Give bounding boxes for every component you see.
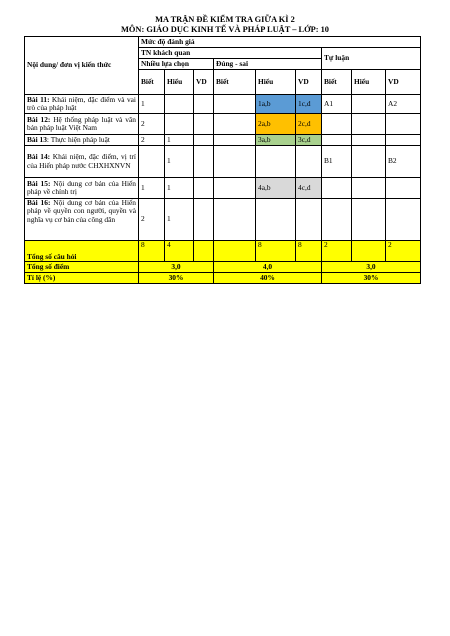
- total-points-label: Tổng số điểm: [25, 262, 139, 273]
- table-cell: 2: [386, 241, 421, 262]
- table-cell: 8: [139, 241, 165, 262]
- ratio-true-false: 40%: [214, 273, 322, 284]
- document-subtitle: MÔN: GIÁO DỤC KINH TẾ VÀ PHÁP LUẬT – LỚP: 10: [121, 25, 329, 34]
- lesson-cell: [25, 135, 139, 146]
- table-cell: [165, 95, 194, 114]
- table-cell: [194, 146, 214, 178]
- table-cell: [214, 199, 256, 241]
- table-cell: [322, 199, 352, 241]
- level-label: Biết: [322, 70, 352, 95]
- lesson-text: Hệ thống pháp luật và văn bản pháp luật Việt Nam: [27, 114, 136, 132]
- table-cell-highlight: 4c,d: [296, 178, 322, 199]
- lesson-title: Bài 12:: [27, 114, 51, 124]
- table-cell: 2: [139, 114, 165, 135]
- level-label: Biết: [214, 70, 256, 95]
- lesson-text: : Thực hiện pháp luật: [46, 134, 110, 144]
- table-row-lesson-11: [25, 95, 421, 114]
- table-row-lesson-12: [25, 114, 421, 135]
- level-label: Biết: [139, 70, 165, 95]
- table-row-lesson-15: [25, 178, 421, 199]
- ratio-essay: 30%: [322, 273, 421, 284]
- total-questions-label: Tổng số câu hỏi: [25, 241, 139, 262]
- points-multiple-choice: 3,0: [139, 262, 214, 273]
- ratio-multiple-choice: 30%: [139, 273, 214, 284]
- level-label: Hiểu: [256, 70, 296, 95]
- table-cell-highlight: 3c,d: [296, 135, 322, 146]
- ratio-label: Tỉ lệ (%): [25, 273, 139, 284]
- assessment-matrix-table: [24, 36, 421, 284]
- table-cell: [352, 178, 386, 199]
- level-label: Hiểu: [352, 70, 386, 95]
- table-cell: [352, 241, 386, 262]
- table-row-lesson-16: [25, 199, 421, 241]
- header-true-false: Đúng - sai: [214, 59, 322, 70]
- table-cell: 4: [165, 241, 194, 262]
- lesson-text: Khái niệm, đặc điểm và vai trò của pháp luật: [27, 94, 136, 112]
- table-cell: [352, 135, 386, 146]
- table-row-lesson-13: [25, 135, 421, 146]
- table-cell: 2: [139, 199, 165, 241]
- header-row-1: [25, 37, 421, 48]
- table-cell-highlight: 2a,b: [256, 114, 296, 135]
- table-cell: [214, 146, 256, 178]
- table-row-total-points: [25, 262, 421, 273]
- table-cell: 1: [165, 178, 194, 199]
- table-cell-highlight: 4a,b: [256, 178, 296, 199]
- table-cell: 8: [256, 241, 296, 262]
- table-cell: [352, 95, 386, 114]
- table-cell: 8: [296, 241, 322, 262]
- table-cell: 1: [139, 178, 165, 199]
- lesson-cell: [25, 178, 139, 199]
- table-row-lesson-14: [25, 146, 421, 178]
- table-cell: [386, 135, 421, 146]
- table-cell: [386, 114, 421, 135]
- header-essay: Tự luận: [322, 48, 421, 70]
- table-cell: [165, 114, 194, 135]
- lesson-title: Bài 15:: [27, 178, 51, 188]
- table-cell: 2: [139, 135, 165, 146]
- lesson-cell: [25, 95, 139, 114]
- lesson-cell: [25, 199, 139, 241]
- table-cell: A2: [386, 95, 421, 114]
- table-cell: [322, 178, 352, 199]
- table-row-total-questions: [25, 241, 421, 262]
- table-cell: [194, 178, 214, 199]
- table-cell-highlight: 3a,b: [256, 135, 296, 146]
- table-cell: 1: [139, 95, 165, 114]
- table-cell: 1: [165, 146, 194, 178]
- table-cell: [322, 135, 352, 146]
- lesson-text: Nội dung cơ bản của Hiến pháp về quyền con người, quyền và nghĩa vụ cơ bản của công dân: [27, 198, 136, 224]
- table-cell: [386, 178, 421, 199]
- lesson-title: Bài 11:: [27, 94, 50, 104]
- header-objective: TN khách quan: [139, 48, 322, 59]
- table-cell: [194, 241, 214, 262]
- level-label: VD: [194, 70, 214, 95]
- table-cell: [214, 135, 256, 146]
- level-label: Hiểu: [165, 70, 194, 95]
- points-true-false: 4,0: [214, 262, 322, 273]
- table-cell: [194, 135, 214, 146]
- table-cell: A1: [322, 95, 352, 114]
- document-title: MA TRẬN ĐỀ KIỂM TRA GIỮA KÌ 2: [155, 15, 295, 24]
- table-cell: [256, 199, 296, 241]
- level-label: VD: [296, 70, 322, 95]
- table-cell: [194, 95, 214, 114]
- lesson-title: Bài 16:: [27, 198, 51, 207]
- lesson-cell: [25, 146, 139, 178]
- table-cell: 2: [322, 241, 352, 262]
- table-cell: [352, 199, 386, 241]
- lesson-title: Bài 14:: [27, 152, 51, 162]
- table-cell: [194, 114, 214, 135]
- table-cell: [214, 114, 256, 135]
- table-cell-highlight: 1c,d: [296, 95, 322, 114]
- lesson-text: Nội dung cơ bản của Hiến pháp về chính trị: [27, 178, 136, 196]
- header-content: Nội dung/ đơn vị kiến thức: [25, 37, 139, 95]
- table-cell: 1: [165, 135, 194, 146]
- table-cell: [352, 114, 386, 135]
- table-row-ratio: [25, 273, 421, 284]
- table-cell: [139, 146, 165, 178]
- table-cell: [214, 178, 256, 199]
- table-cell: [322, 114, 352, 135]
- lesson-text: Khái niệm, đặc điểm, vị trí của Hiến pháp nước CHXHXNVN: [27, 152, 136, 170]
- header-level: Mức độ đánh giá: [139, 37, 421, 48]
- level-label: VD: [386, 70, 421, 95]
- table-cell-highlight: 1a,b: [256, 95, 296, 114]
- table-cell: [296, 199, 322, 241]
- lesson-cell: [25, 114, 139, 135]
- table-cell: [194, 199, 214, 241]
- table-cell-highlight: 2c,d: [296, 114, 322, 135]
- table-cell: [256, 146, 296, 178]
- table-cell: B1: [322, 146, 352, 178]
- table-cell: [214, 241, 256, 262]
- table-cell: [386, 199, 421, 241]
- table-cell: [214, 95, 256, 114]
- lesson-title: Bài 13: [27, 134, 47, 144]
- header-multiple-choice: Nhiều lựa chọn: [139, 59, 214, 70]
- table-cell: [352, 146, 386, 178]
- table-cell: B2: [386, 146, 421, 178]
- points-essay: 3,0: [322, 262, 421, 273]
- table-cell: [296, 146, 322, 178]
- table-cell: 1: [165, 199, 194, 241]
